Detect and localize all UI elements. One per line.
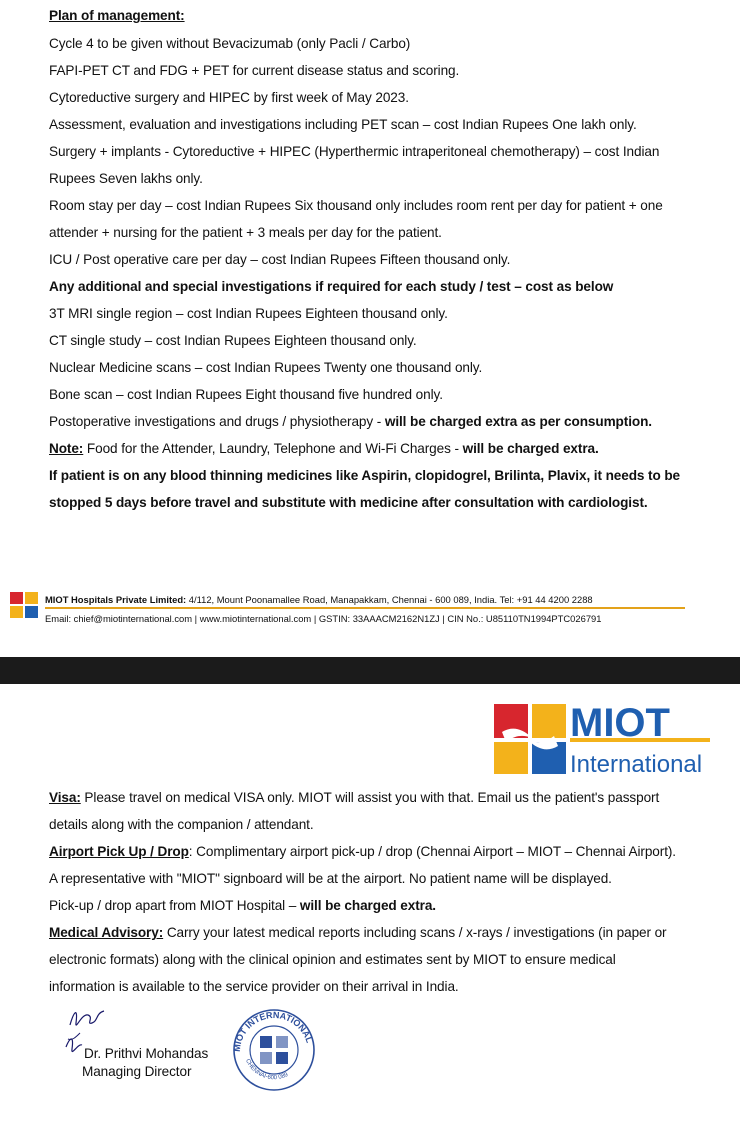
- cost-line: Nuclear Medicine scans – cost Indian Rupees Twenty one thousand only.: [49, 360, 483, 375]
- logo-subword: International: [570, 751, 703, 776]
- letterhead-footer: [0, 590, 740, 630]
- airport-label: Airport Pick Up / Drop: [49, 844, 189, 859]
- airport-line-2: A representative with "MIOT" signboard will be at the airport. No patient name will be displayed.: [49, 871, 612, 886]
- miot-small-logo-icon: [10, 592, 38, 618]
- plan-line: FAPI-PET CT and FDG + PET for current disease status and scoring.: [49, 63, 460, 78]
- airport-line: [49, 844, 676, 859]
- footer-address: [45, 594, 593, 605]
- postop-charge: will be charged extra as per consumption.: [384, 414, 652, 429]
- company-stamp-icon: [226, 1004, 322, 1092]
- visa-label: Visa:: [49, 790, 81, 805]
- cost-line: CT single study – cost Indian Rupees Eighteen thousand only.: [49, 333, 417, 348]
- visa-line-2: details along with the companion / attendant.: [49, 817, 314, 832]
- warning-line: If patient is on any blood thinning medicines like Aspirin, clopidogrel, Brilinta, Plavix, it needs to be: [49, 468, 681, 483]
- footer-divider: [45, 607, 685, 609]
- footer-company: MIOT Hospitals Private Limited:: [45, 594, 187, 605]
- note-charge: will be charged extra.: [462, 441, 599, 456]
- cost-line: Bone scan – cost Indian Rupees Eight thousand five hundred only.: [49, 387, 443, 402]
- plan-line: attender + nursing for the patient + 3 meals per day for the patient.: [49, 225, 442, 240]
- logo-word: MIOT: [570, 702, 670, 745]
- advisory-line-3: information is available to the service provider on their arrival in India.: [49, 979, 459, 994]
- visa-text: Please travel on medical VISA only. MIOT will assist you with that. Email us the patient's passport: [80, 790, 660, 805]
- footer-contact: Email: chief@miotinternational.com | www.miotinternational.com | GSTIN: 33AAACM2162N1ZJ | CIN No.: U85110TN1994PTC026791: [45, 613, 602, 624]
- pickup-text: Pick-up / drop apart from MIOT Hospital –: [49, 898, 300, 913]
- plan-line: ICU / Post operative care per day – cost Indian Rupees Fifteen thousand only.: [49, 252, 511, 267]
- visa-line: [49, 790, 659, 805]
- pickup-charge: will be charged extra.: [299, 898, 436, 913]
- advisory-text: Carry your latest medical reports including scans / x-rays / investigations (in paper or: [163, 925, 667, 940]
- note-line: [49, 441, 599, 456]
- plan-line: Rupees Seven lakhs only.: [49, 171, 203, 186]
- plan-line: Surgery + implants - Cytoreductive + HIPEC (Hyperthermic intraperitoneal chemotherapy) – cost Indian: [49, 144, 660, 159]
- note-label: Note:: [49, 441, 84, 456]
- warning-line: stopped 5 days before travel and substitute with medicine after consultation with cardiologist.: [49, 495, 648, 510]
- stamp-top-text: MIOT INTERNATIONAL: [231, 1009, 315, 1053]
- footer-address-text: 4/112, Mount Poonamallee Road, Manapakkam, Chennai - 600 089, India. Tel: +91 44 4200 2288: [186, 594, 593, 605]
- postop-text: Postoperative investigations and drugs / physiotherapy -: [49, 414, 385, 429]
- plan-line: Cytoreductive surgery and HIPEC by first week of May 2023.: [49, 90, 409, 105]
- plan-line: Assessment, evaluation and investigations including PET scan – cost Indian Rupees One lakh only.: [49, 117, 637, 132]
- note-text: Food for the Attender, Laundry, Telephone and Wi-Fi Charges -: [83, 441, 463, 456]
- miot-international-logo: [492, 702, 714, 776]
- cost-line: 3T MRI single region – cost Indian Rupees Eighteen thousand only.: [49, 306, 448, 321]
- pickup-line: [49, 898, 436, 913]
- signatory-title: Managing Director: [82, 1064, 192, 1079]
- plan-line: Cycle 4 to be given without Bevacizumab (only Pacli / Carbo): [49, 36, 411, 51]
- airport-text: : Complimentary airport pick-up / drop (Chennai Airport – MIOT – Chennai Airport).: [188, 844, 676, 859]
- advisory-label: Medical Advisory:: [49, 925, 164, 940]
- plan-line: Room stay per day – cost Indian Rupees Six thousand only includes room rent per day for patient + one: [49, 198, 663, 213]
- page-separator: [0, 657, 740, 684]
- postop-line: [49, 414, 652, 429]
- additional-heading: Any additional and special investigations if required for each study / test – cost as below: [49, 279, 614, 294]
- plan-heading: Plan of management:: [49, 8, 185, 23]
- advisory-line: [49, 925, 666, 940]
- advisory-line-2: electronic formats) along with the clinical opinion and estimates sent by MIOT to ensure medical: [49, 952, 616, 967]
- signatory-name: Dr. Prithvi Mohandas: [84, 1046, 209, 1061]
- miot-logo-mark-icon: [492, 702, 714, 776]
- stamp-bottom-text: CHENNAI-600 089: [244, 1058, 290, 1082]
